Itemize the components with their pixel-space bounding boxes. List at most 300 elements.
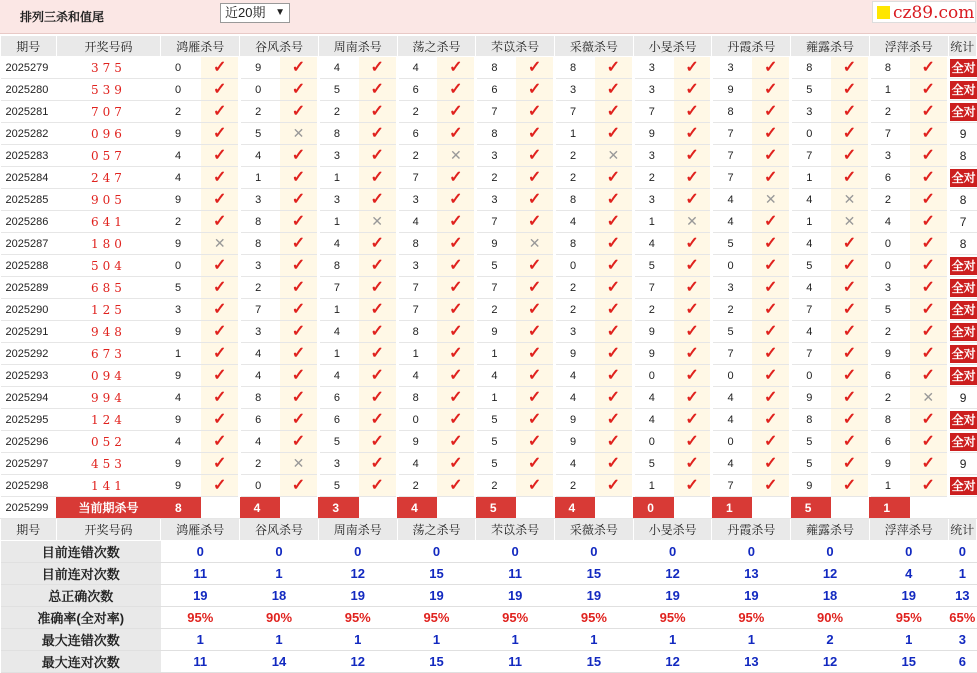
kill-number-cell: 2 — [240, 277, 280, 299]
summary-value: 95% — [869, 607, 948, 629]
kill-number-cell: 9 — [555, 343, 595, 365]
result-mark-cell — [201, 409, 239, 431]
check-icon: ✓ — [685, 278, 699, 296]
result-mark-cell — [437, 387, 475, 409]
draw-number-cell: 057 — [56, 145, 161, 167]
result-mark-cell — [516, 321, 554, 343]
cross-icon: ✕ — [922, 389, 935, 405]
check-icon: ✓ — [370, 454, 384, 472]
kill-number-cell: 5 — [633, 255, 673, 277]
result-mark-cell — [359, 343, 397, 365]
result-mark-cell — [752, 475, 790, 497]
period-select[interactable] — [220, 3, 290, 23]
check-icon: ✓ — [606, 432, 621, 450]
kill-number-cell: 5 — [791, 255, 831, 277]
check-icon: ✓ — [685, 80, 699, 98]
summary-value: 1 — [318, 629, 397, 651]
table-row — [1, 211, 977, 233]
check-icon: ✓ — [764, 256, 778, 274]
result-mark-cell — [516, 189, 554, 211]
period-cell: 2025297 — [1, 453, 57, 475]
draw-number-cell: 124 — [56, 409, 161, 431]
kill-number-cell: 2 — [555, 167, 595, 189]
check-icon: ✓ — [685, 58, 699, 76]
check-icon: ✓ — [606, 344, 621, 362]
result-mark-cell — [437, 453, 475, 475]
summary-row — [1, 585, 977, 607]
kill-number-cell: 4 — [712, 189, 752, 211]
check-icon: ✓ — [606, 322, 621, 340]
result-mark-cell — [280, 475, 318, 497]
result-mark-cell — [910, 57, 948, 79]
draw-number-cell: 641 — [56, 211, 161, 233]
all-correct-badge: 全对 — [951, 302, 976, 317]
kill-number-cell: 5 — [869, 299, 909, 321]
table-row — [1, 189, 977, 211]
kill-number-cell: 6 — [397, 123, 437, 145]
kill-number-cell: 8 — [240, 387, 280, 409]
check-icon: ✓ — [764, 168, 778, 186]
kill-number-cell: 6 — [240, 409, 280, 431]
kill-number-cell: 2 — [555, 277, 595, 299]
summary-value: 15 — [397, 563, 476, 585]
check-icon: ✓ — [449, 432, 463, 450]
kill-number-cell: 6 — [869, 365, 909, 387]
kill-number-cell: 5 — [318, 475, 358, 497]
period-cell: 2025285 — [1, 189, 57, 211]
result-mark-cell — [280, 277, 318, 299]
check-icon: ✓ — [527, 300, 542, 318]
kill-number-cell: 9 — [161, 233, 201, 255]
result-mark-cell — [516, 145, 554, 167]
result-mark-cell — [595, 255, 633, 277]
table-row — [1, 145, 977, 167]
check-icon: ✓ — [370, 278, 384, 296]
column-header: 浮萍杀号 — [869, 36, 948, 57]
summary-value: 19 — [476, 585, 555, 607]
kill-number-cell: 9 — [161, 123, 201, 145]
kill-number-cell: 5 — [791, 453, 831, 475]
cross-icon: ✕ — [292, 455, 305, 471]
result-mark-cell — [359, 189, 397, 211]
check-icon: ✓ — [685, 146, 699, 164]
check-icon: ✓ — [764, 344, 778, 362]
kill-number-cell: 8 — [791, 409, 831, 431]
draw-number-cell: 247 — [56, 167, 161, 189]
result-mark-cell — [910, 167, 948, 189]
kill-number-cell: 3 — [397, 255, 437, 277]
result-mark-cell — [674, 343, 712, 365]
check-icon: ✓ — [606, 190, 621, 208]
result-mark-cell — [516, 211, 554, 233]
summary-value: 12 — [791, 563, 870, 585]
kill-number-cell: 8 — [791, 57, 831, 79]
result-mark-cell — [280, 321, 318, 343]
column-header: 蕹露杀号 — [791, 36, 870, 57]
kill-number-cell: 6 — [869, 431, 909, 453]
summary-value: 0 — [476, 541, 555, 563]
check-icon: ✓ — [449, 278, 463, 296]
kill-number-cell: 6 — [476, 79, 516, 101]
stat-cell — [948, 409, 976, 431]
kill-number-cell: 9 — [633, 123, 673, 145]
column-header: 谷风杀号 — [240, 36, 319, 57]
kill-number-cell: 7 — [476, 101, 516, 123]
check-icon: ✓ — [291, 58, 306, 76]
column-header: 芣苡杀号 — [476, 36, 555, 57]
check-icon: ✓ — [527, 278, 542, 296]
check-icon: ✓ — [842, 234, 857, 252]
summary-value: 95% — [397, 607, 476, 629]
result-mark-cell — [752, 79, 790, 101]
column-header: 浮萍杀号 — [869, 519, 948, 541]
stat-cell — [948, 453, 976, 475]
result-mark-cell — [910, 343, 948, 365]
check-icon: ✓ — [842, 410, 857, 428]
kill-number-cell: 7 — [476, 277, 516, 299]
result-mark-cell — [910, 475, 948, 497]
check-icon: ✓ — [606, 124, 621, 142]
result-mark-cell — [280, 233, 318, 255]
result-mark-cell — [752, 365, 790, 387]
kill-number-cell: 9 — [161, 321, 201, 343]
check-icon: ✓ — [291, 190, 306, 208]
kill-number-cell: 4 — [712, 409, 752, 431]
summary-value: 1 — [633, 629, 712, 651]
summary-value: 1 — [397, 629, 476, 651]
draw-number-cell: 685 — [56, 277, 161, 299]
result-mark-cell — [280, 431, 318, 453]
result-mark-cell — [595, 189, 633, 211]
kill-number-cell: 4 — [476, 365, 516, 387]
period-cell: 2025286 — [1, 211, 57, 233]
table-row — [1, 277, 977, 299]
result-mark-cell — [359, 431, 397, 453]
kill-number-cell: 5 — [712, 321, 752, 343]
check-icon: ✓ — [685, 102, 699, 120]
blank-cell — [752, 497, 790, 519]
kill-number-cell: 5 — [161, 277, 201, 299]
result-mark-cell — [831, 299, 869, 321]
table-row — [1, 233, 977, 255]
cross-icon: ✕ — [764, 191, 777, 207]
result-mark-cell — [831, 277, 869, 299]
cross-icon: ✕ — [371, 213, 384, 229]
check-icon: ✓ — [213, 146, 227, 164]
summary-row — [1, 629, 977, 651]
check-icon: ✓ — [685, 168, 699, 186]
check-icon: ✓ — [921, 168, 935, 186]
result-mark-cell — [280, 189, 318, 211]
check-icon: ✓ — [606, 278, 621, 296]
summary-value: 15 — [555, 651, 634, 673]
kill-number-cell: 1 — [318, 343, 358, 365]
result-mark-cell — [752, 409, 790, 431]
summary-value: 95% — [555, 607, 634, 629]
current-kill-number: 4 — [240, 497, 280, 519]
summary-value: 12 — [633, 651, 712, 673]
draw-number-cell: 180 — [56, 233, 161, 255]
cross-icon: ✕ — [607, 147, 620, 163]
kill-number-cell: 2 — [240, 101, 280, 123]
kill-number-cell: 2 — [555, 475, 595, 497]
result-mark-cell — [437, 431, 475, 453]
summary-value: 4 — [869, 563, 948, 585]
kill-number-cell: 9 — [161, 365, 201, 387]
result-mark-cell — [674, 255, 712, 277]
check-icon: ✓ — [291, 300, 306, 318]
kill-number-cell: 9 — [161, 453, 201, 475]
result-mark-cell — [201, 145, 239, 167]
kill-number-cell: 3 — [397, 189, 437, 211]
check-icon: ✓ — [370, 102, 384, 120]
kill-number-cell: 9 — [791, 387, 831, 409]
period-cell: 2025289 — [1, 277, 57, 299]
draw-number-cell: 094 — [56, 365, 161, 387]
result-mark-cell — [280, 101, 318, 123]
check-icon: ✓ — [527, 212, 542, 230]
column-header: 小旻杀号 — [633, 36, 712, 57]
kill-number-cell: 0 — [240, 475, 280, 497]
blank-cell — [280, 497, 318, 519]
kill-number-cell: 2 — [633, 299, 673, 321]
check-icon: ✓ — [291, 388, 306, 406]
draw-number-cell: 141 — [56, 475, 161, 497]
column-header: 期号 — [1, 519, 57, 541]
check-icon: ✓ — [921, 212, 935, 230]
column-header: 周南杀号 — [318, 519, 397, 541]
kill-number-cell: 0 — [633, 431, 673, 453]
kill-number-cell: 1 — [791, 167, 831, 189]
result-mark-cell — [437, 145, 475, 167]
result-mark-cell — [752, 57, 790, 79]
result-mark-cell — [910, 277, 948, 299]
check-icon: ✓ — [527, 80, 542, 98]
draw-number-cell: 052 — [56, 431, 161, 453]
cross-icon: ✕ — [292, 125, 305, 141]
result-mark-cell — [516, 453, 554, 475]
kill-number-cell: 2 — [397, 101, 437, 123]
result-mark-cell — [437, 343, 475, 365]
result-mark-cell — [595, 365, 633, 387]
check-icon: ✓ — [527, 344, 542, 362]
result-mark-cell — [595, 431, 633, 453]
column-header: 开奖号码 — [56, 519, 161, 541]
kill-number-cell: 8 — [555, 57, 595, 79]
stat-cell — [948, 57, 976, 79]
summary-value: 0 — [161, 541, 240, 563]
kill-number-cell: 5 — [476, 453, 516, 475]
result-mark-cell — [359, 299, 397, 321]
blank-cell — [910, 497, 948, 519]
check-icon: ✓ — [370, 344, 384, 362]
result-mark-cell — [595, 145, 633, 167]
check-icon: ✓ — [842, 168, 857, 186]
result-mark-cell — [201, 475, 239, 497]
result-mark-cell — [831, 57, 869, 79]
all-correct-badge: 全对 — [951, 346, 976, 361]
cross-icon: ✕ — [686, 213, 698, 229]
kill-number-cell: 5 — [791, 79, 831, 101]
check-icon: ✓ — [921, 322, 935, 340]
result-mark-cell — [201, 321, 239, 343]
period-cell: 2025279 — [1, 57, 57, 79]
column-header: 开奖号码 — [56, 36, 161, 57]
kill-number-cell: 0 — [791, 365, 831, 387]
result-mark-cell — [516, 431, 554, 453]
kill-number-cell: 6 — [397, 79, 437, 101]
kill-number-cell: 1 — [318, 167, 358, 189]
kill-number-cell: 3 — [240, 321, 280, 343]
kill-number-cell: 4 — [161, 167, 201, 189]
check-icon: ✓ — [606, 388, 621, 406]
result-mark-cell — [752, 321, 790, 343]
result-mark-cell — [674, 387, 712, 409]
result-mark-cell — [595, 233, 633, 255]
kill-number-cell: 4 — [318, 57, 358, 79]
check-icon: ✓ — [764, 432, 778, 450]
check-icon: ✓ — [606, 234, 621, 252]
result-mark-cell — [831, 365, 869, 387]
result-mark-cell — [752, 233, 790, 255]
blank-cell — [437, 497, 475, 519]
kill-number-cell: 1 — [240, 167, 280, 189]
check-icon: ✓ — [213, 410, 227, 428]
kill-number-cell: 3 — [555, 321, 595, 343]
check-icon: ✓ — [527, 432, 542, 450]
check-icon: ✓ — [842, 454, 857, 472]
result-mark-cell — [437, 321, 475, 343]
check-icon: ✓ — [764, 300, 778, 318]
result-mark-cell — [910, 123, 948, 145]
kill-number-cell: 1 — [869, 475, 909, 497]
result-mark-cell — [201, 453, 239, 475]
kill-number-cell: 0 — [869, 255, 909, 277]
result-mark-cell — [752, 167, 790, 189]
result-mark-cell — [201, 387, 239, 409]
stat-value: 8 — [959, 148, 967, 163]
check-icon: ✓ — [685, 322, 699, 340]
result-mark-cell — [359, 123, 397, 145]
kill-number-cell: 7 — [397, 299, 437, 321]
stat-value: 8 — [959, 236, 967, 251]
column-header: 统计 — [948, 36, 976, 57]
kill-number-cell: 2 — [476, 475, 516, 497]
kill-number-cell: 2 — [869, 189, 909, 211]
kill-number-cell: 7 — [712, 475, 752, 497]
kill-number-cell: 7 — [476, 211, 516, 233]
period-cell: 2025281 — [1, 101, 57, 123]
all-correct-badge: 全对 — [951, 412, 976, 427]
summary-value: 6 — [948, 651, 976, 673]
cross-icon: ✕ — [213, 235, 226, 251]
kill-number-cell: 9 — [161, 409, 201, 431]
kill-number-cell: 4 — [161, 387, 201, 409]
result-mark-cell — [437, 101, 475, 123]
check-icon: ✓ — [842, 146, 857, 164]
result-mark-cell — [910, 255, 948, 277]
check-icon: ✓ — [764, 124, 778, 142]
check-icon: ✓ — [370, 410, 384, 428]
check-icon: ✓ — [842, 344, 857, 362]
check-icon: ✓ — [685, 234, 699, 252]
kill-number-cell: 3 — [712, 277, 752, 299]
stat-value: 7 — [959, 214, 967, 229]
check-icon: ✓ — [291, 322, 306, 340]
check-icon: ✓ — [685, 344, 699, 362]
current-kill-number: 5 — [791, 497, 831, 519]
kill-number-cell: 3 — [476, 189, 516, 211]
kill-number-cell: 4 — [318, 233, 358, 255]
summary-value: 11 — [161, 563, 240, 585]
summary-value: 95% — [318, 607, 397, 629]
result-mark-cell — [437, 167, 475, 189]
check-icon: ✓ — [291, 234, 306, 252]
kill-number-cell: 7 — [791, 343, 831, 365]
check-icon: ✓ — [685, 300, 699, 318]
kill-number-cell: 2 — [397, 475, 437, 497]
current-kill-number: 0 — [633, 497, 673, 519]
kill-number-cell: 2 — [555, 299, 595, 321]
result-mark-cell — [201, 101, 239, 123]
check-icon: ✓ — [370, 80, 384, 98]
check-icon: ✓ — [527, 388, 542, 406]
result-mark-cell — [359, 211, 397, 233]
result-mark-cell — [359, 365, 397, 387]
kill-number-cell: 7 — [318, 277, 358, 299]
cross-icon: ✕ — [450, 147, 462, 163]
check-icon: ✓ — [842, 102, 857, 120]
check-icon: ✓ — [921, 344, 935, 362]
check-icon: ✓ — [370, 388, 384, 406]
period-cell: 2025293 — [1, 365, 57, 387]
table-row — [1, 123, 977, 145]
kill-number-cell: 6 — [869, 167, 909, 189]
check-icon: ✓ — [921, 102, 935, 120]
blank-cell — [831, 497, 869, 519]
summary-value: 1 — [161, 629, 240, 651]
summary-value: 95% — [476, 607, 555, 629]
period-cell: 2025280 — [1, 79, 57, 101]
result-mark-cell — [516, 233, 554, 255]
check-icon: ✓ — [527, 454, 542, 472]
kill-number-cell: 5 — [476, 431, 516, 453]
table-row — [1, 387, 977, 409]
period-cell: 2025298 — [1, 475, 57, 497]
result-mark-cell — [831, 475, 869, 497]
summary-value: 19 — [555, 585, 634, 607]
result-mark-cell — [516, 57, 554, 79]
blank-cell — [201, 497, 239, 519]
result-mark-cell — [280, 123, 318, 145]
kill-number-cell: 4 — [240, 145, 280, 167]
kill-number-cell: 9 — [633, 321, 673, 343]
check-icon: ✓ — [449, 454, 463, 472]
check-icon: ✓ — [449, 190, 463, 208]
summary-value: 1 — [476, 629, 555, 651]
kill-number-cell: 7 — [555, 101, 595, 123]
check-icon: ✓ — [527, 102, 542, 120]
column-header: 芣苡杀号 — [476, 519, 555, 541]
result-mark-cell — [280, 255, 318, 277]
column-header: 统计 — [948, 519, 976, 541]
check-icon: ✓ — [921, 278, 935, 296]
summary-value: 19 — [318, 585, 397, 607]
check-icon: ✓ — [213, 454, 227, 472]
result-mark-cell — [752, 453, 790, 475]
stat-value: 9 — [959, 456, 967, 471]
site-logo[interactable] — [872, 1, 976, 23]
